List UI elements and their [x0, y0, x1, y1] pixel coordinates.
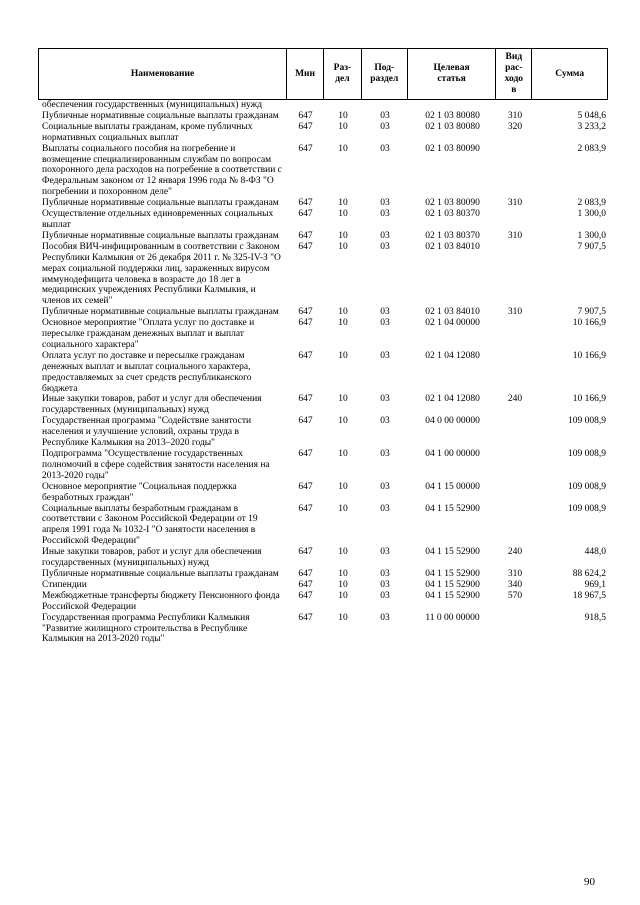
cell-name: Осуществление отдельных единовременных социальных выплат — [42, 209, 274, 230]
table-row — [38, 482, 608, 504]
header-podrazdel: Под- раздел — [362, 49, 408, 99]
cell-min: 647 — [298, 579, 313, 590]
cell-podrazdel: 03 — [380, 121, 390, 132]
cell-podrazdel: 03 — [380, 394, 390, 405]
cell-razdel: 10 — [338, 198, 348, 209]
table-row — [38, 416, 608, 449]
cell-podrazdel: 03 — [380, 579, 390, 590]
cell-name: Социальные выплаты безработным гражданам в соответствии с Законом Российской Федерации от 19 апреля 1991 года № 1032-I "О занятости населения в Российской Федерации" — [42, 503, 258, 547]
cell-razdel: 10 — [338, 110, 348, 121]
header-celevaya: Целевая статья — [408, 49, 497, 99]
cell-razdel: 10 — [338, 416, 348, 427]
cell-razdel: 10 — [338, 547, 348, 558]
cell-vid: 310 — [507, 568, 523, 579]
cell-summa: 2 083,9 — [577, 198, 606, 209]
cell-min: 647 — [298, 394, 313, 405]
cell-summa: 109 008,9 — [568, 416, 606, 427]
cell-summa: 1 300,0 — [577, 230, 606, 241]
header-min: Мин — [287, 49, 324, 99]
cell-podrazdel: 03 — [380, 198, 390, 209]
cell-podrazdel: 03 — [380, 350, 390, 361]
cell-summa: 10 166,9 — [572, 318, 606, 329]
cell-podrazdel: 03 — [380, 449, 390, 459]
cell-celevaya: 04 1 00 00000 — [425, 449, 480, 459]
cell-name: Пособия ВИЧ-инфицированным в соответствии с Законом Республики Калмыкия от 26 декабря 2011 г. № 325-IV-З "О мерах социальной поддержки лиц, зараженных вирусом иммунодефицита человека в возрасте до 18 лет в медицинских учреждениях Республики Калмыкия, и членов их семей" — [42, 241, 281, 307]
cell-celevaya: 02 1 03 80080 — [425, 121, 480, 132]
cell-celevaya: 02 1 03 80090 — [425, 143, 480, 154]
cell-name: Стипендии — [42, 579, 87, 590]
table-header — [38, 48, 608, 100]
table-row — [38, 580, 608, 591]
cell-name: Межбюджетные трансферты бюджету Пенсионного фонда Российской Федерации — [42, 590, 280, 612]
cell-razdel: 10 — [338, 307, 348, 318]
cell-name: Публичные нормативные социальные выплаты гражданам — [42, 230, 279, 241]
cell-podrazdel: 03 — [380, 547, 390, 558]
cell-min: 647 — [298, 350, 313, 361]
cell-celevaya: 02 1 04 00000 — [425, 318, 480, 329]
cell-razdel: 10 — [338, 318, 348, 329]
cell-min: 647 — [298, 307, 313, 318]
cell-name: Иные закупки товаров, работ и услуг для обеспечения государственных (муниципальных) нужд — [42, 547, 262, 569]
cell-celevaya: 04 1 15 52900 — [425, 590, 480, 601]
table-row — [38, 318, 608, 351]
table-row — [38, 100, 608, 111]
cell-podrazdel: 03 — [380, 307, 390, 318]
cell-celevaya: 11 0 00 00000 — [425, 612, 480, 623]
cell-summa: 7 907,5 — [577, 307, 606, 318]
cell-min: 647 — [298, 503, 313, 514]
cell-podrazdel: 03 — [380, 110, 390, 121]
table-row — [38, 122, 608, 144]
cell-podrazdel: 03 — [380, 568, 390, 579]
cell-summa: 1 300,0 — [577, 209, 606, 220]
cell-summa: 10 166,9 — [572, 350, 606, 361]
cell-summa: 5 048,6 — [577, 110, 606, 121]
cell-name: Публичные нормативные социальные выплаты гражданам — [42, 198, 279, 209]
cell-celevaya: 02 1 03 80080 — [425, 110, 480, 121]
cell-celevaya: 02 1 03 84010 — [425, 241, 480, 252]
cell-name: Государственная программа "Содействие занятости населения и улучшение условий, охраны труда в Республике Калмыкия на 2013–2020 годы" — [42, 416, 252, 449]
header-razdel: Раз- дел — [324, 49, 362, 99]
cell-podrazdel: 03 — [380, 503, 390, 514]
cell-vid: 310 — [507, 198, 523, 209]
cell-podrazdel: 03 — [380, 590, 390, 601]
cell-vid: 240 — [507, 547, 523, 558]
table-row — [38, 569, 608, 580]
table-row — [38, 394, 608, 416]
cell-name: Государственная программа Республики Калмыкия "Развитие жилищного строительства в Республике Калмыкия на 2013-2020 годы" — [42, 612, 250, 645]
table-row — [38, 209, 608, 231]
cell-celevaya: 04 1 15 52900 — [425, 568, 480, 579]
table-row — [38, 111, 608, 122]
cell-name: Основное мероприятие "Оплата услуг по доставке и пересылке гражданам денежных выплат и выплат социального характера" — [42, 318, 255, 350]
cell-vid: 310 — [507, 110, 523, 121]
table-row — [38, 613, 608, 646]
table-row — [38, 198, 608, 209]
cell-celevaya: 02 1 03 84010 — [425, 307, 480, 318]
cell-podrazdel: 03 — [380, 209, 390, 220]
cell-min: 647 — [298, 547, 313, 558]
table-row — [38, 307, 608, 318]
cell-celevaya: 04 1 15 52900 — [425, 547, 480, 558]
cell-min: 647 — [298, 143, 313, 154]
cell-podrazdel: 03 — [380, 416, 390, 427]
cell-min: 647 — [298, 568, 313, 579]
cell-razdel: 10 — [338, 121, 348, 132]
cell-podrazdel: 03 — [380, 143, 390, 154]
cell-celevaya: 02 1 03 80090 — [425, 198, 480, 209]
cell-podrazdel: 03 — [380, 230, 390, 241]
cell-summa: 109 008,9 — [568, 481, 606, 492]
table-row — [38, 351, 608, 395]
cell-name: Выплаты социального пособия на погребение и возмещение специализированным службам по вопросам похоронного дела расходов на погребение в соответствии с Федеральным законом от 12 января 1996 года № 8-ФЗ "О погребении и похоронном деле" — [42, 143, 282, 198]
table-row — [38, 242, 608, 307]
cell-summa: 918,5 — [584, 612, 606, 623]
cell-summa: 109 008,9 — [568, 449, 606, 459]
cell-min: 647 — [298, 481, 313, 492]
cell-summa: 18 967,5 — [572, 590, 606, 601]
cell-vid: 320 — [507, 121, 523, 132]
cell-min: 647 — [298, 590, 313, 601]
cell-podrazdel: 03 — [380, 481, 390, 492]
cell-name: Публичные нормативные социальные выплаты гражданам — [42, 568, 279, 579]
page-number: 90 — [584, 876, 595, 888]
cell-min: 647 — [298, 416, 313, 427]
cell-summa: 448,0 — [584, 547, 606, 558]
cell-celevaya: 02 1 04 12080 — [425, 394, 480, 405]
cell-min: 647 — [298, 110, 313, 121]
cell-summa: 88 624,2 — [572, 568, 606, 579]
cell-razdel: 10 — [338, 503, 348, 514]
cell-name: Подпрограмма "Осуществление государственных полномочий в сфере содействия занятости населения на 2013-2020 годы" — [42, 449, 270, 481]
cell-razdel: 10 — [338, 449, 348, 459]
table-row — [38, 504, 608, 548]
cell-razdel: 10 — [338, 394, 348, 405]
cell-min: 647 — [298, 209, 313, 220]
header-summa: Сумма — [555, 68, 585, 79]
cell-vid: 310 — [507, 307, 523, 318]
cell-celevaya: 02 1 03 80370 — [425, 230, 480, 241]
cell-vid: 240 — [507, 394, 523, 405]
table-body — [38, 100, 608, 645]
cell-summa: 10 166,9 — [572, 394, 606, 405]
cell-celevaya: 04 0 00 00000 — [425, 416, 480, 427]
cell-razdel: 10 — [338, 350, 348, 361]
table-row — [38, 449, 608, 482]
cell-name: Основное мероприятие "Социальная поддержка безработных граждан" — [42, 481, 237, 503]
cell-name: Публичные нормативные социальные выплаты гражданам — [42, 110, 279, 121]
cell-vid: 570 — [507, 590, 523, 601]
cell-min: 647 — [298, 121, 313, 132]
cell-name: обеспечения государственных (муниципальных) нужд — [42, 100, 263, 110]
cell-razdel: 10 — [338, 230, 348, 241]
cell-summa: 2 083,9 — [577, 143, 606, 154]
cell-name: Иные закупки товаров, работ и услуг для обеспечения государственных (муниципальных) нужд — [42, 394, 262, 416]
header-name: Наименование — [39, 49, 287, 99]
cell-celevaya: 04 1 15 52900 — [425, 579, 480, 590]
cell-razdel: 10 — [338, 612, 348, 623]
cell-celevaya: 04 1 15 00000 — [425, 481, 480, 492]
cell-min: 647 — [298, 198, 313, 209]
cell-name: Оплата услуг по доставке и пересылке гражданам денежных выплат и выплат социального характера, предоставляемых за счет средств республиканского бюджета — [42, 350, 252, 394]
cell-razdel: 10 — [338, 590, 348, 601]
cell-min: 647 — [298, 612, 313, 623]
cell-summa: 7 907,5 — [577, 241, 606, 252]
table-row — [38, 144, 608, 199]
table-row — [38, 231, 608, 242]
cell-min: 647 — [298, 230, 313, 241]
cell-celevaya: 02 1 04 12080 — [425, 350, 480, 361]
cell-razdel: 10 — [338, 241, 348, 252]
cell-podrazdel: 03 — [380, 612, 390, 623]
cell-celevaya: 04 1 15 52900 — [425, 503, 480, 514]
cell-razdel: 10 — [338, 568, 348, 579]
cell-summa: 3 233,2 — [577, 121, 606, 132]
cell-razdel: 10 — [338, 143, 348, 154]
cell-podrazdel: 03 — [380, 241, 390, 252]
cell-vid: 310 — [507, 230, 523, 241]
table-row — [38, 591, 608, 613]
cell-razdel: 10 — [338, 579, 348, 590]
cell-podrazdel: 03 — [380, 318, 390, 329]
cell-summa: 109 008,9 — [568, 503, 606, 514]
cell-min: 647 — [298, 241, 313, 252]
cell-name: Социальные выплаты гражданам, кроме публичных нормативных социальных выплат — [42, 121, 253, 143]
cell-vid: 340 — [507, 579, 523, 590]
header-vid: Вид рас- ходо в — [496, 49, 532, 99]
cell-celevaya: 02 1 03 80370 — [425, 209, 480, 220]
cell-razdel: 10 — [338, 209, 348, 220]
cell-razdel: 10 — [338, 481, 348, 492]
cell-name: Публичные нормативные социальные выплаты гражданам — [42, 307, 279, 318]
cell-min: 647 — [298, 318, 313, 329]
table-row — [38, 547, 608, 569]
cell-summa: 969,1 — [584, 579, 606, 590]
cell-min: 647 — [298, 449, 313, 459]
